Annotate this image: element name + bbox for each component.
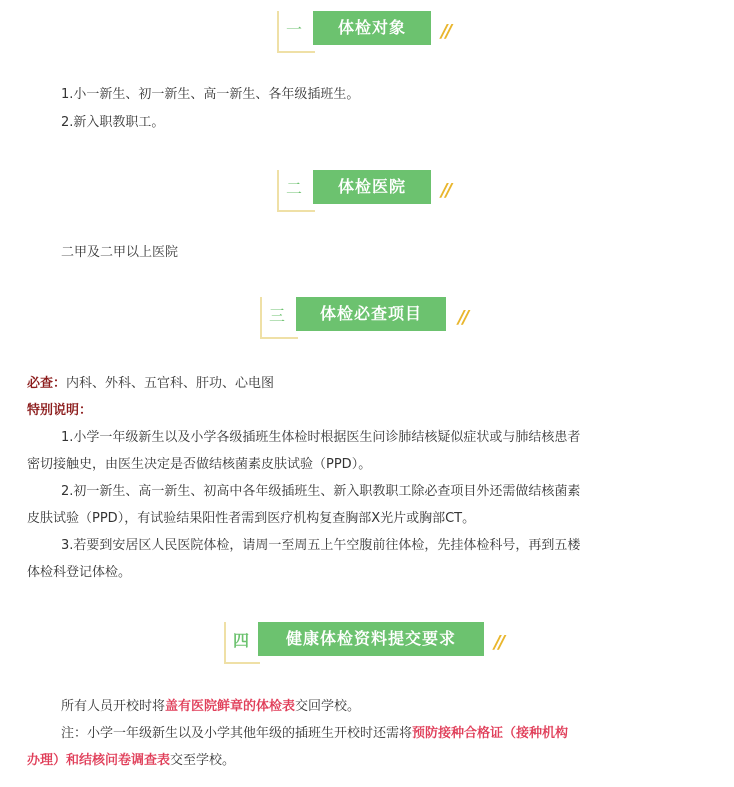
slash-decoration-icon: // [441,180,451,201]
section-2-heading [277,170,467,214]
p2-prefix: 注：小学一年级新生以及小学其他年级的插班生开校时还需将 [61,726,413,741]
section-3-line-6: 体检科登记体检。 [27,565,132,580]
section-3-heading [260,297,480,341]
section-number: 二 [285,179,302,198]
section-number: 一 [285,20,302,39]
p1-suffix: 交回学校。 [295,699,361,714]
section-3-line-4: 皮肤试验（PPD），有试验结果阳性者需到医疗机构复查胸部X光片或胸部CT。 [27,511,476,526]
section-title: 体检对象 [313,11,431,45]
section-3-line-1: 1.小学一年级新生以及小学各级插班生体检时根据医生问诊肺结核疑似症状或与肺结核患者 [61,430,581,445]
section-number: 四 [232,631,249,650]
section-1-line-2: 2.新入职教职工。 [61,115,165,130]
section-3-note-label [0,401,734,421]
section-2-line-1: 二甲及二甲以上医院 [61,245,179,260]
section-4-paragraph-2a [0,724,734,744]
p1-prefix: 所有人员开校时将 [61,699,166,714]
section-1-heading [277,11,467,55]
p2-highlight-a: 预防接种合格证（接种机构 [412,726,569,741]
section-3-required [0,374,734,394]
section-3-line-2: 密切接触史，由医生决定是否做结核菌素皮肤试验（PPD）。 [27,457,372,472]
required-text: 内科、外科、五官科、肝功、心电图 [66,376,275,391]
section-number: 三 [268,306,285,325]
p1-highlight: 盖有医院鲜章的体检表 [165,699,296,714]
section-4-heading [224,622,514,666]
note-label: 特别说明： [27,403,93,418]
slash-decoration-icon: // [441,21,451,42]
p2-highlight-b: 办理）和结核问卷调查表 [27,753,171,768]
section-title: 体检医院 [313,170,431,204]
section-1-line-1: 1.小一新生、初一新生、高一新生、各年级插班生。 [61,87,360,102]
required-label: 必查： [27,376,67,391]
slash-decoration-icon: // [494,632,504,653]
section-3-line-3: 2.初一新生、高一新生、初高中各年级插班生、新入职教职工除必查项目外还需做结核菌素 [61,484,581,499]
section-title: 健康体检资料提交要求 [258,622,484,656]
section-4-paragraph-2b [0,751,734,771]
p2-suffix: 交至学校。 [170,753,236,768]
section-title: 体检必查项目 [296,297,446,331]
slash-decoration-icon: // [458,307,468,328]
section-4-paragraph-1 [0,697,734,717]
section-3-line-5: 3.若要到安居区人民医院体检，请周一至周五上午空腹前往体检，先挂体检科号，再到五楼 [61,538,581,553]
